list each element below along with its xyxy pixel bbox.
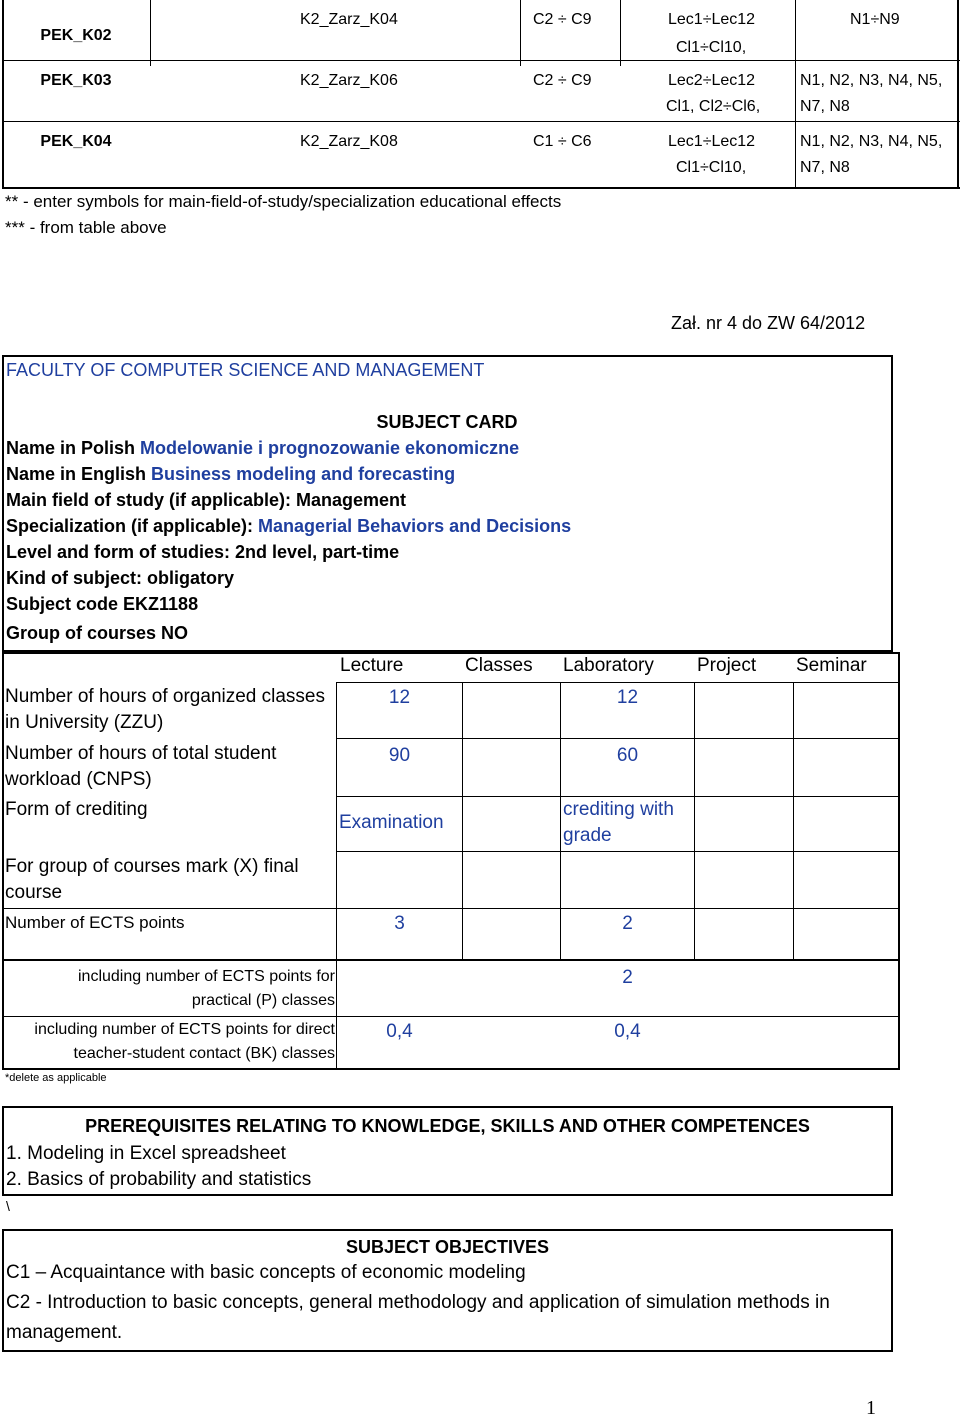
prerequisite-item: 2. Basics of probability and statistics xyxy=(6,1169,312,1190)
name-polish xyxy=(6,438,519,458)
pek-code: PEK_K04 xyxy=(40,133,112,150)
practical-ects-label: including number of ECTS points for xyxy=(77,968,335,985)
cl-range: Cl1÷Cl10, xyxy=(676,39,747,56)
specialization-value: Managerial Behaviors and Decisions xyxy=(258,516,572,536)
crediting-label: Form of crediting xyxy=(5,799,148,820)
level-form: Level and form of studies: 2nd level, part-time xyxy=(6,542,400,562)
specialization xyxy=(6,516,571,536)
objective-c2: C2 - Introduction to basic concepts, general methodology and application of simulation methods in xyxy=(6,1292,830,1313)
pek-code: PEK_K03 xyxy=(40,72,112,89)
header-project: Project xyxy=(697,655,757,676)
name-polish-value: Modelowanie i prognozowanie ekonomiczne xyxy=(140,438,520,458)
ects-lab-value: 2 xyxy=(622,913,633,934)
c-range: C1 ÷ C6 xyxy=(533,133,592,150)
name-english-label: Name in English xyxy=(6,464,152,484)
bk-ects-label-cont: teacher-student contact (BK) classes xyxy=(73,1045,335,1062)
header-laboratory: Laboratory xyxy=(563,655,654,676)
n-range: N1, N2, N3, N4, N5, xyxy=(800,133,943,150)
header-classes: Classes xyxy=(465,655,533,676)
cl-range: Cl1, Cl2÷Cl6, xyxy=(666,98,761,115)
cnps-label: Number of hours of total student xyxy=(5,743,277,764)
prerequisite-item: 1. Modeling in Excel spreadsheet xyxy=(6,1143,286,1164)
zarz-code: K2_Zarz_K04 xyxy=(300,11,398,28)
cnps-lecture-value: 90 xyxy=(388,745,411,766)
stray-backslash: \ xyxy=(6,1198,10,1214)
zzu-label-cont: in University (ZZU) xyxy=(5,712,164,733)
crediting-lecture-value: Examination xyxy=(339,812,444,833)
footnote-table: *** - from table above xyxy=(5,218,167,237)
final-course-label: For group of courses mark (X) final xyxy=(5,856,299,877)
zzu-label: Number of hours of organized classes xyxy=(5,686,325,707)
c-range: C2 ÷ C9 xyxy=(533,11,592,28)
kind-of-subject: Kind of subject: obligatory xyxy=(6,568,234,588)
main-field: Main field of study (if applicable): Management xyxy=(6,490,407,510)
c-range: C2 ÷ C9 xyxy=(533,72,592,89)
lec-range: Lec2÷Lec12 xyxy=(668,72,756,89)
pek-code: PEK_K02 xyxy=(40,27,112,44)
ects-label: Number of ECTS points xyxy=(5,913,185,932)
zarz-code: K2_Zarz_K06 xyxy=(300,72,398,89)
crediting-lab-value: crediting with xyxy=(563,799,674,820)
objective-c2-cont: management. xyxy=(6,1322,123,1343)
attachment-ref: Zał. nr 4 do ZW 64/2012 xyxy=(671,313,866,333)
page-number: 1 xyxy=(866,1397,876,1419)
name-english-value: Business modeling and forecasting xyxy=(151,464,456,484)
practical-ects-label-cont: practical (P) classes xyxy=(191,992,335,1009)
final-course-label-cont: course xyxy=(5,882,63,903)
objective-c1: C1 – Acquaintance with basic concepts of economic modeling xyxy=(6,1262,526,1283)
n-range: N1÷N9 xyxy=(850,11,900,28)
n-range: N1, N2, N3, N4, N5, xyxy=(800,72,943,89)
header-seminar: Seminar xyxy=(796,655,867,676)
lec-range: Lec1÷Lec12 xyxy=(668,11,756,28)
zzu-lecture-value: 12 xyxy=(388,687,411,708)
group-of-courses: Group of courses NO xyxy=(6,623,189,643)
delete-note: *delete as applicable xyxy=(5,1072,107,1084)
subject-card-title: SUBJECT CARD xyxy=(376,412,518,432)
cnps-lab-value: 60 xyxy=(616,745,639,766)
practical-ects-lab-value: 2 xyxy=(622,967,633,988)
n-range-cont: N7, N8 xyxy=(800,159,850,176)
name-english xyxy=(6,464,455,484)
subject-code: Subject code EKZ1188 xyxy=(6,594,199,614)
cnps-label-cont: workload (CNPS) xyxy=(5,769,152,790)
bk-ects-lab-value: 0,4 xyxy=(614,1021,641,1042)
faculty-name: FACULTY OF COMPUTER SCIENCE AND MANAGEMENT xyxy=(6,360,485,380)
lec-range: Lec1÷Lec12 xyxy=(668,133,756,150)
objectives-title: SUBJECT OBJECTIVES xyxy=(345,1237,550,1257)
cl-range: Cl1÷Cl10, xyxy=(676,159,747,176)
n-range-cont: N7, N8 xyxy=(800,98,850,115)
footnote-symbols: ** - enter symbols for main-field-of-study/specialization educational effects xyxy=(5,192,562,211)
bk-ects-lecture-value: 0,4 xyxy=(386,1021,413,1042)
prerequisites-title: PREREQUISITES RELATING TO KNOWLEDGE, SKILLS AND OTHER COMPETENCES xyxy=(85,1116,810,1136)
name-polish-label: Name in Polish xyxy=(6,438,141,458)
zzu-lab-value: 12 xyxy=(616,687,639,708)
zarz-code: K2_Zarz_K08 xyxy=(300,133,398,150)
crediting-lab-value-cont: grade xyxy=(563,825,612,846)
bk-ects-label: including number of ECTS points for direct xyxy=(34,1021,335,1038)
header-lecture: Lecture xyxy=(340,655,404,676)
specialization-label: Specialization (if applicable): xyxy=(6,516,259,536)
ects-lecture-value: 3 xyxy=(394,913,405,934)
